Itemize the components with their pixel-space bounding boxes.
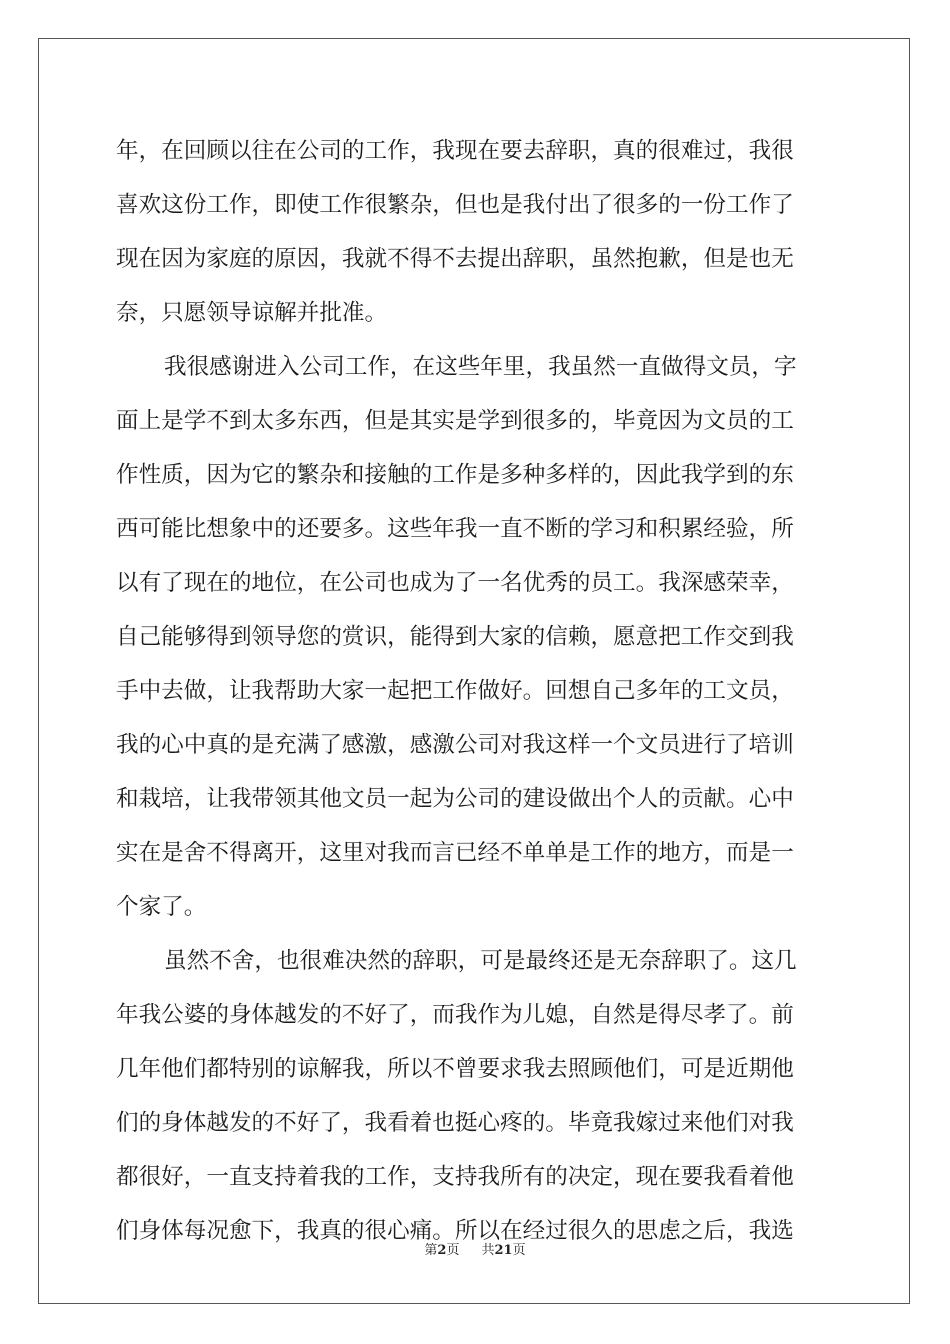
text-line: 西可能比想象中的还要多。这些年我一直不断的学习和积累经验，所 (116, 516, 794, 542)
page-suffix: 页 (446, 1243, 460, 1258)
total-suffix: 页 (512, 1243, 526, 1258)
total-pages: 21 (494, 1243, 513, 1258)
text-line: 实在是舍不得离开，这里对我而言已经不单单是工作的地方，而是一 (116, 840, 794, 866)
text-line: 我很感谢进入公司工作，在这些年里，我虽然一直做得文员，字 (164, 354, 797, 380)
text-line: 面上是学不到太多东西，但是其实是学到很多的，毕竟因为文员的工 (116, 408, 794, 434)
page-footer (0, 1242, 950, 1260)
text-line: 喜欢这份工作，即使工作很繁杂，但也是我付出了很多的一份工作了 (116, 192, 794, 218)
text-line: 年我公婆的身体越发的不好了，而我作为儿媳，自然是得尽孝了。前 (116, 1002, 794, 1028)
text-line: 年，在回顾以往在公司的工作，我现在要去辞职，真的很难过，我很 (116, 138, 794, 164)
text-line: 和栽培，让我带领其他文员一起为公司的建设做出个人的贡献。心中 (116, 786, 794, 812)
text-line: 自己能够得到领导您的赏识，能得到大家的信赖，愿意把工作交到我 (116, 624, 794, 650)
text-line: 作性质，因为它的繁杂和接触的工作是多种多样的，因此我学到的东 (116, 462, 794, 488)
text-line: 几年他们都特别的谅解我，所以不曾要求我去照顾他们，可是近期他 (116, 1056, 794, 1082)
page-number: 2 (437, 1243, 447, 1258)
text-line: 虽然不舍，也很难决然的辞职，可是最终还是无奈辞职了。这几 (164, 948, 797, 974)
page-prefix: 第 (424, 1243, 438, 1258)
text-line: 以有了现在的地位，在公司也成为了一名优秀的员工。我深感荣幸， (116, 570, 794, 596)
text-line: 手中去做，让我帮助大家一起把工作做好。回想自己多年的工文员， (116, 678, 794, 704)
text-line: 现在因为家庭的原因，我就不得不去提出辞职，虽然抱歉，但是也无 (116, 246, 794, 272)
total-prefix: 共 (481, 1243, 495, 1258)
text-line: 们的身体越发的不好了，我看着也挺心疼的。毕竟我嫁过来他们对我 (116, 1110, 794, 1136)
text-line: 我的心中真的是充满了感激，感激公司对我这样一个文员进行了培训 (116, 732, 794, 758)
text-line: 们身体每况愈下，我真的很心痛。所以在经过很久的思虑之后，我选 (116, 1218, 794, 1244)
document-body (116, 124, 832, 1258)
text-line: 都很好，一直支持着我的工作，支持我所有的决定，现在要我看着他 (116, 1164, 794, 1190)
text-line: 个家了。 (116, 894, 207, 920)
text-line: 奈，只愿领导谅解并批准。 (116, 300, 388, 326)
